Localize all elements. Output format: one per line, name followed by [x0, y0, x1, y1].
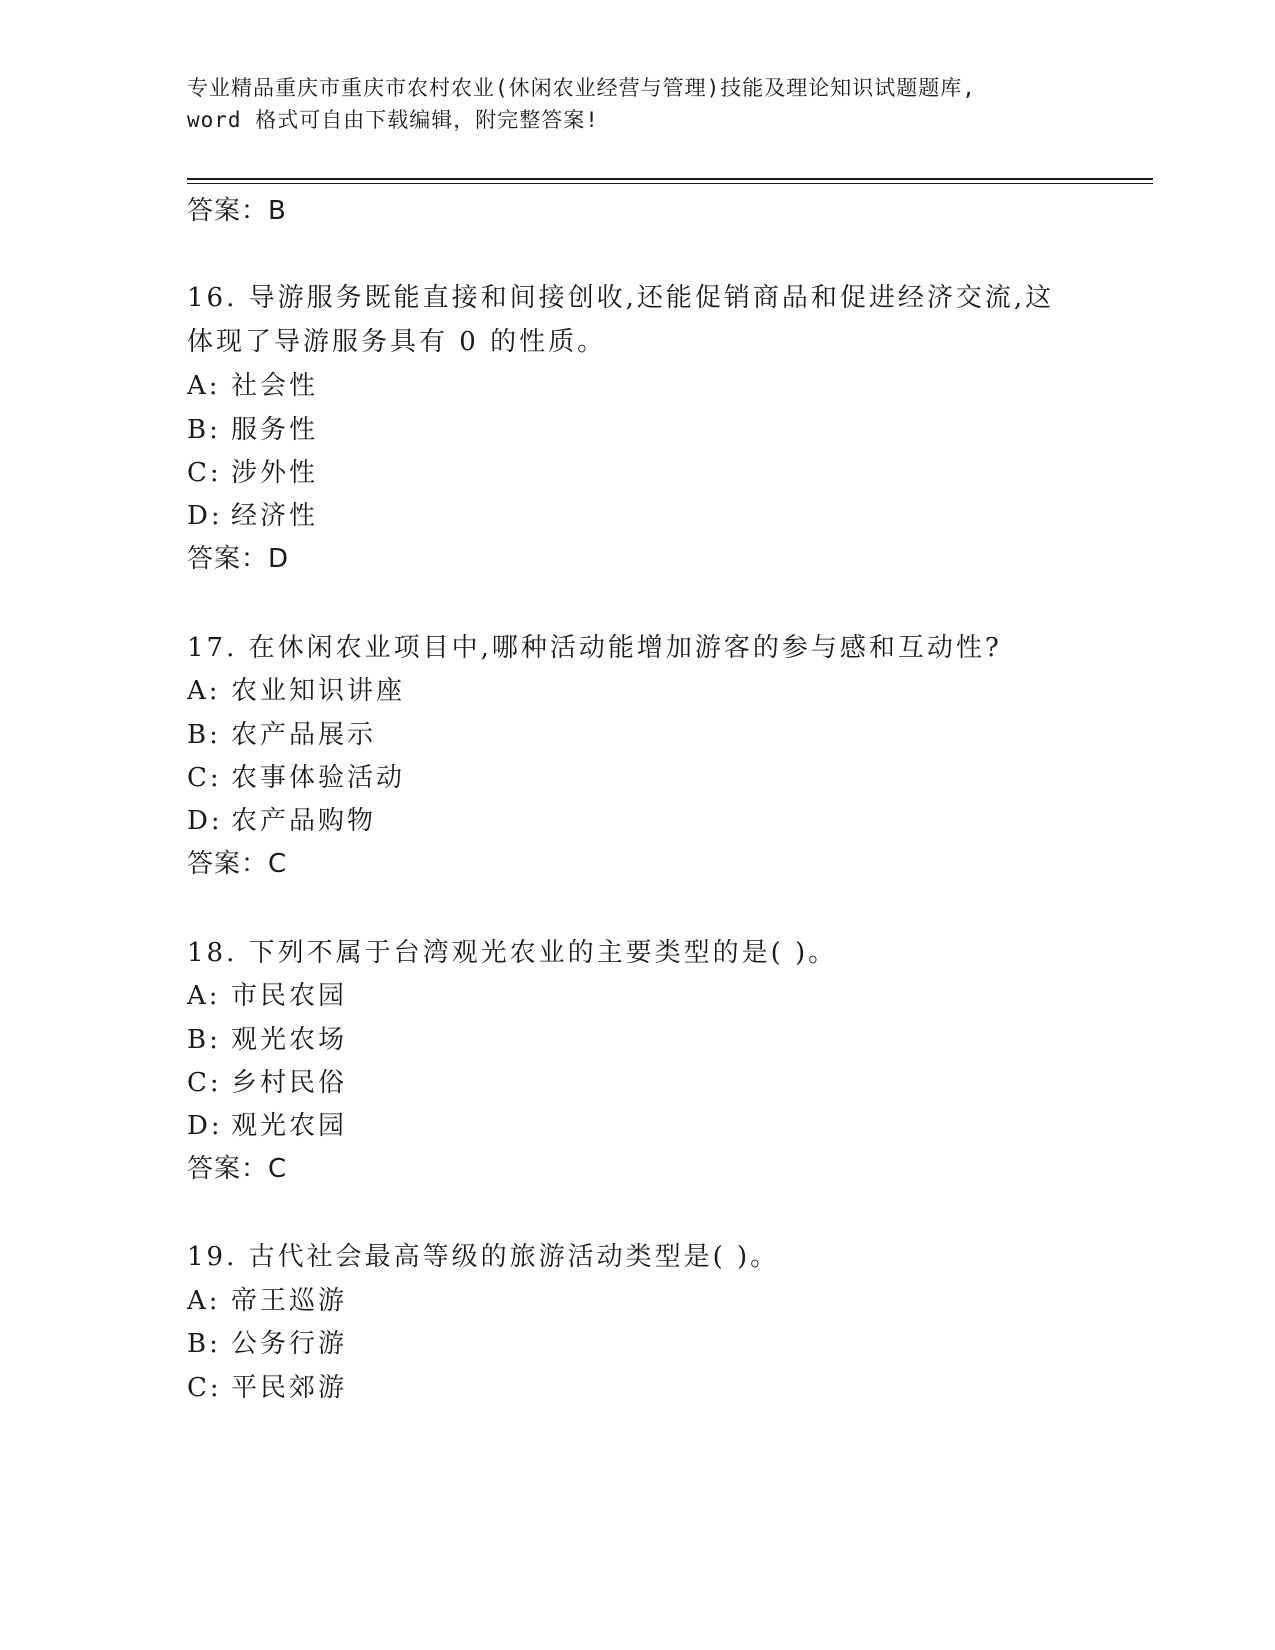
question-18-option-a — [187, 975, 347, 1012]
question-17-stem: 17. 在休闲农业项目中,哪种活动能增加游客的参与感和互动性? — [187, 633, 1002, 663]
option-text: 观光农园 — [231, 1111, 348, 1141]
option-letter: C: — [187, 1068, 222, 1098]
document-header — [187, 72, 1087, 136]
question-17-option-d — [187, 800, 376, 837]
question-16-option-b — [187, 409, 318, 446]
question-18-option-b — [187, 1019, 347, 1056]
question-16-answer: 答案：D — [187, 544, 290, 574]
option-letter: D: — [187, 1111, 223, 1141]
option-text: 市民农园 — [231, 981, 348, 1011]
option-text: 农产品展示 — [231, 720, 377, 750]
option-letter: A: — [187, 981, 221, 1011]
option-text: 乡村民俗 — [231, 1068, 348, 1098]
option-text: 经济性 — [231, 501, 319, 531]
question-19-option-b — [187, 1323, 347, 1360]
question-17-option-c — [187, 757, 405, 794]
option-letter: D: — [187, 501, 223, 531]
question-16-stem-line1: 16. 导游服务既能直接和间接创收,还能促销商品和促进经济交流,这 — [187, 283, 1055, 313]
header-title-line2: word 格式可自由下载编辑，附完整答案! — [187, 108, 599, 132]
question-18-option-d — [187, 1105, 347, 1142]
option-text: 涉外性 — [231, 458, 319, 488]
question-16-option-a — [187, 365, 318, 402]
question-19-option-a — [187, 1280, 347, 1317]
option-letter: B: — [187, 1329, 221, 1359]
question-16-stem-line2: 体现了导游服务具有 0 的性质。 — [187, 327, 607, 357]
option-letter: A: — [187, 371, 221, 401]
option-text: 观光农场 — [231, 1025, 348, 1055]
option-letter: C: — [187, 763, 222, 793]
option-letter: A: — [187, 676, 221, 706]
question-19-option-c — [187, 1367, 347, 1404]
option-letter: B: — [187, 415, 221, 445]
option-text: 农业知识讲座 — [231, 676, 406, 706]
previous-answer: 答案：B — [187, 196, 287, 226]
question-17-option-b — [187, 714, 376, 751]
header-divider — [187, 178, 1153, 180]
option-letter: D: — [187, 806, 223, 836]
question-18-option-c — [187, 1062, 347, 1099]
question-18-stem: 18. 下列不属于台湾观光农业的主要类型的是( )。 — [187, 938, 838, 968]
option-letter: A: — [187, 1286, 221, 1316]
option-text: 社会性 — [231, 371, 319, 401]
option-text: 帝王巡游 — [231, 1286, 348, 1316]
option-letter: B: — [187, 720, 221, 750]
option-text: 农产品购物 — [231, 806, 377, 836]
question-17-answer: 答案：C — [187, 849, 288, 879]
header-divider-thin — [187, 183, 1153, 184]
option-letter: B: — [187, 1025, 221, 1055]
option-letter: C: — [187, 1373, 222, 1403]
option-text: 服务性 — [231, 415, 319, 445]
question-16-option-c — [187, 452, 318, 489]
header-title-line1: 专业精品重庆市重庆市农村农业(休闲农业经营与管理)技能及理论知识试题题库, — [187, 76, 976, 100]
option-letter: C: — [187, 458, 222, 488]
question-19-stem: 19. 古代社会最高等级的旅游活动类型是( )。 — [187, 1242, 780, 1272]
question-18-answer: 答案：C — [187, 1154, 288, 1184]
option-text: 农事体验活动 — [231, 763, 406, 793]
question-17-option-a — [187, 670, 405, 707]
option-text: 公务行游 — [231, 1329, 348, 1359]
option-text: 平民郊游 — [231, 1373, 348, 1403]
question-16-option-d — [187, 495, 318, 532]
